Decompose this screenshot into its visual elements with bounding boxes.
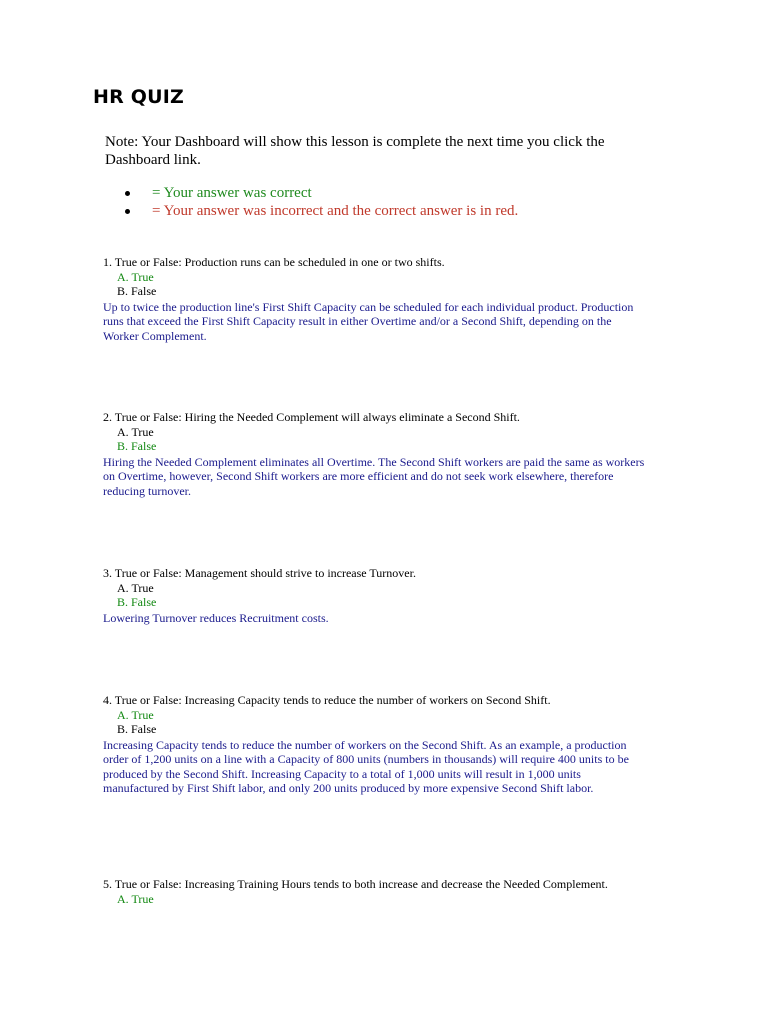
- question-text: 2. True or False: Hiring the Needed Complement will always eliminate a Second Shift.: [103, 410, 520, 424]
- question-text: 4. True or False: Increasing Capacity tends to reduce the number of workers on Second Shift.: [103, 693, 551, 707]
- dashboard-note: Note: Your Dashboard will show this lesson is complete the next time you click the Dashboard link.: [105, 134, 605, 168]
- option-b: B. False: [117, 595, 157, 609]
- option-a: A. True: [117, 707, 154, 722]
- explanation: Up to twice the production line's First Shift Capacity can be scheduled for each individual product. Production runs that exceed the First Shift Capacity result in either Overtime and/or a Second Shift, depending on the Worker Complement.: [103, 299, 634, 343]
- question-4: [103, 693, 648, 796]
- question-text: 3. True or False: Management should strive to increase Turnover.: [103, 566, 416, 580]
- option-b: B. False: [117, 284, 157, 298]
- bullet-icon: [125, 191, 130, 196]
- bullet-icon: [125, 209, 130, 214]
- legend-incorrect-text: = Your answer was incorrect and the correct answer is in red.: [152, 203, 519, 219]
- question-1: [103, 255, 648, 343]
- question-text: 1. True or False: Production runs can be scheduled in one or two shifts.: [103, 255, 445, 269]
- question-3: [103, 566, 648, 625]
- question-2: [103, 410, 648, 498]
- answer-legend: [125, 184, 518, 220]
- explanation: Increasing Capacity tends to reduce the number of workers on the Second Shift. As an example, a production order of 1,200 units on a line with a Capacity of 800 units (numbers in thousands) will require 400 units to be produced by the Second Shift. Increasing Capacity to a total of 1,000 units will result in 1,000 units manufactured by First Shift labor, and only 200 units produced by more expensive Second Shift labor.: [103, 737, 629, 795]
- question-text: 5. True or False: Increasing Training Hours tends to both increase and decrease the Needed Complement.: [103, 877, 608, 891]
- page-title: HR QUIZ: [93, 86, 184, 108]
- option-b: B. False: [117, 722, 157, 736]
- legend-correct: [125, 184, 518, 202]
- option-b: B. False: [117, 439, 157, 453]
- legend-correct-text: = Your answer was correct: [152, 185, 312, 201]
- explanation: Lowering Turnover reduces Recruitment costs.: [103, 610, 329, 625]
- question-5: [103, 877, 648, 906]
- option-a: A. True: [117, 269, 154, 284]
- option-a: A. True: [117, 424, 154, 439]
- option-a: A. True: [117, 891, 154, 906]
- explanation: Hiring the Needed Complement eliminates all Overtime. The Second Shift workers are paid the same as workers on Overtime, however, Second Shift workers are more efficient and do not seek work elsewhere, therefore reducing turnover.: [103, 454, 645, 498]
- option-a: A. True: [117, 580, 154, 595]
- legend-incorrect: [125, 202, 518, 220]
